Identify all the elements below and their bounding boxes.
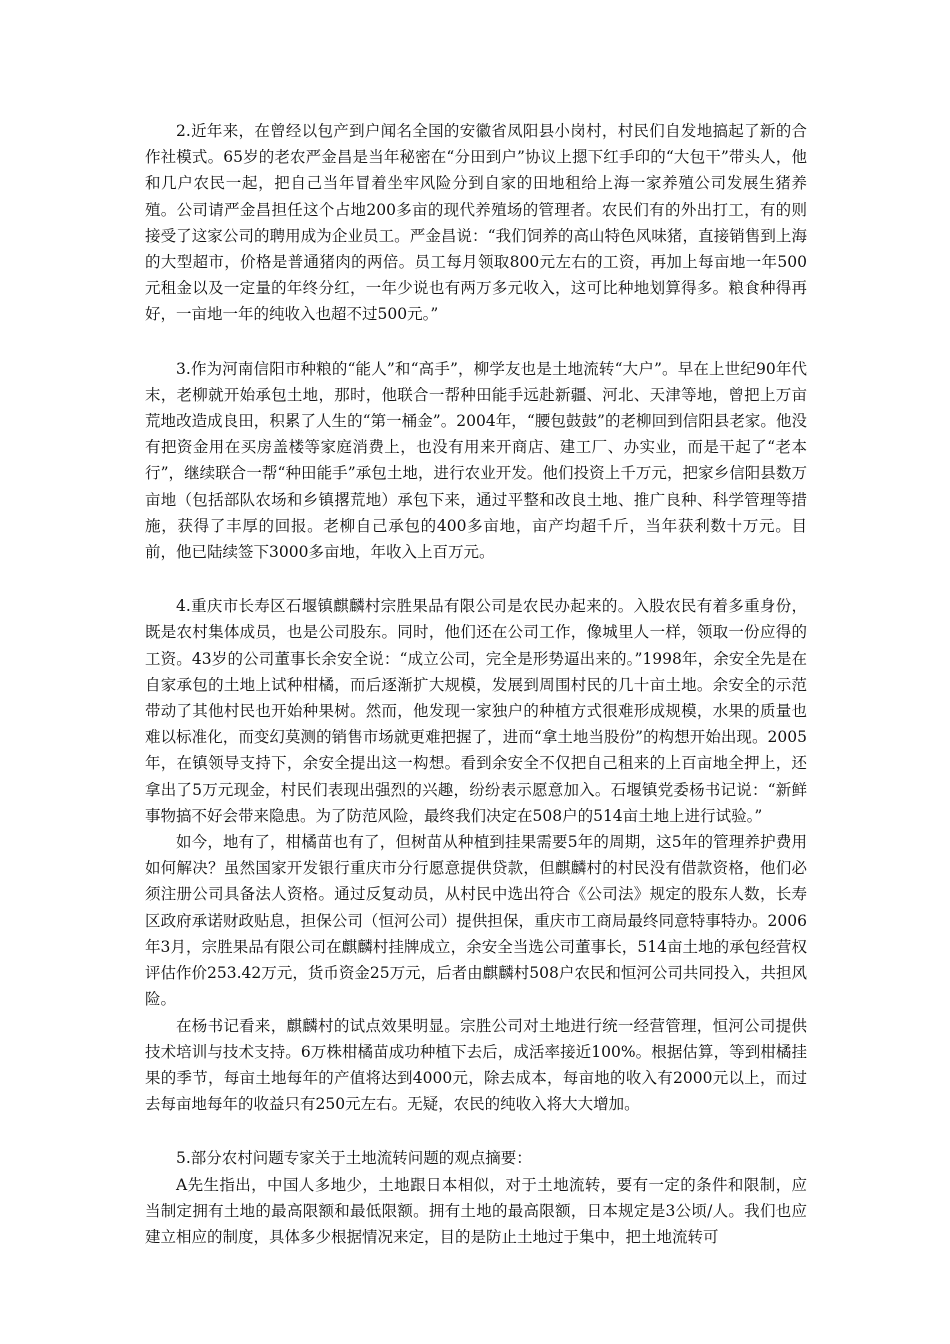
paragraph-case-4: 4.重庆市长寿区石堰镇麒麟村宗胜果品有限公司是农民办起来的。入股农民有着多重身份，既是农村集体成员，也是公司股东。同时，他们还在公司工作，像城里人一样，领取一份应得的工资。43岁的公司董事长余安全说：“成立公司，完全是形势逼出来的。”1998年，余安全先是在自家承包的土地上试种柑橘，而后逐渐扩大规模，发展到周围村民的几十亩土地。余安全的示范带动了其他村民也开始种果树。然而，他发现一家独户的种植方式很难形成规模，水果的质量也难以标准化，而变幻莫测的销售市场就更难把握了，进而“拿土地当股份”的构想开始出现。2005年，在镇领导支持下，余安全提出这一构想。看到余安全不仅把自己租来的上百亩地全押上，还拿出了5万元现金，村民们表现出强烈的兴趣，纷纷表示愿意加入。石堰镇党委杨书记说：“新鲜事物搞不好会带来隐患。为了防范风险，最终我们决定在508户的514亩土地上进行试验。”	[145, 597, 807, 825]
paragraph-case-4-results: 在杨书记看来，麒麟村的试点效果明显。宗胜公司对土地进行统一经营管理，恒河公司提供技术培训与技术支持。6万株柑橘苗成功种植下去后，成活率接近100%。根据估算，等到柑橘挂果的季节，每亩土地每年的产值将达到4000元，除去成本，每亩地的收入有2000元以上，而过去每亩地每年的收益只有250元左右。无疑，农民的纯收入将大大增加。	[145, 1016, 807, 1114]
paragraph-case-5-heading: 5.部分农村问题专家关于土地流转问题的观点摘要：	[176, 1149, 532, 1168]
paragraph-case-2: 2.近年来，在曾经以包产到户闻名全国的安徽省凤阳县小岗村，村民们自发地搞起了新的合作社模式。65岁的老农严金昌是当年秘密在“分田到户”协议上摁下红手印的“大包干”带头人，他和几户农民一起，把自己当年冒着坐牢风险分到自家的田地租给上海一家养殖公司发展生猪养殖。公司请严金昌担任这个占地200多亩的现代养殖场的管理者。农民们有的外出打工，有的则接受了这家公司的聘用成为企业员工。严金昌说：“我们饲养的高山特色风味猪，直接销售到上海的大型超市，价格是普通猪肉的两倍。员工每月领取800元左右的工资，再加上每亩地一年500元租金以及一定量的年终分红，一年少说也有两万多元收入，这可比种地划算得多。粮食种得再好，一亩地一年的纯收入也超不过500元。”	[145, 122, 807, 324]
paragraph-case-4-continued: 如今，地有了，柑橘苗也有了，但树苗从种植到挂果需要5年的周期，这5年的管理养护费用如何解决？虽然国家开发银行重庆市分行愿意提供贷款，但麒麟村的村民没有借款资格，他们必须注册公司具备法人资格。通过反复动员，从村民中选出符合《公司法》规定的股东人数，长寿区政府承诺财政贴息，担保公司（恒河公司）提供担保，重庆市工商局最终同意特事特办。2006年3月，宗胜果品有限公司在麒麟村挂牌成立，余安全当选公司董事长，514亩土地的承包经营权评估作价253.42万元，货币资金25万元，后者由麒麟村508户农民和恒河公司共同投入，共担风险。	[145, 833, 807, 1009]
paragraph-expert-a: A先生指出，中国人多地少，土地跟日本相似，对于土地流转，要有一定的条件和限制，应当制定拥有土地的最高限额和最低限额。拥有土地的最高限额，日本规定是3公顷/人。我们也应建立相应的制度，具体多少根据情况来定，目的是防止土地过于集中，把土地流转可	[145, 1175, 807, 1246]
paragraph-case-3: 3.作为河南信阳市种粮的“能人”和“高手”，柳学友也是土地流转“大户”。早在上世纪90年代末，老柳就开始承包土地，那时，他联合一帮种田能手远赴新疆、河北、天津等地，曾把上万亩荒地改造成良田，积累了人生的“第一桶金”。2004年，“腰包鼓鼓”的老柳回到信阳县老家。他没有把资金用在买房盖楼等家庭消费上，也没有用来开商店、建工厂、办实业，而是干起了“老本行”，继续联合一帮“种田能手”承包土地，进行农业开发。他们投资上千万元，把家乡信阳县数万亩地（包括部队农场和乡镇撂荒地）承包下来，通过平整和改良土地、推广良种、科学管理等措施，获得了丰厚的回报。老柳自己承包的400多亩地，亩产均超千斤，当年获利数十万元。目前，他已陆续签下3000多亩地，年收入上百万元。	[145, 359, 807, 562]
document-body	[145, 118, 807, 1250]
